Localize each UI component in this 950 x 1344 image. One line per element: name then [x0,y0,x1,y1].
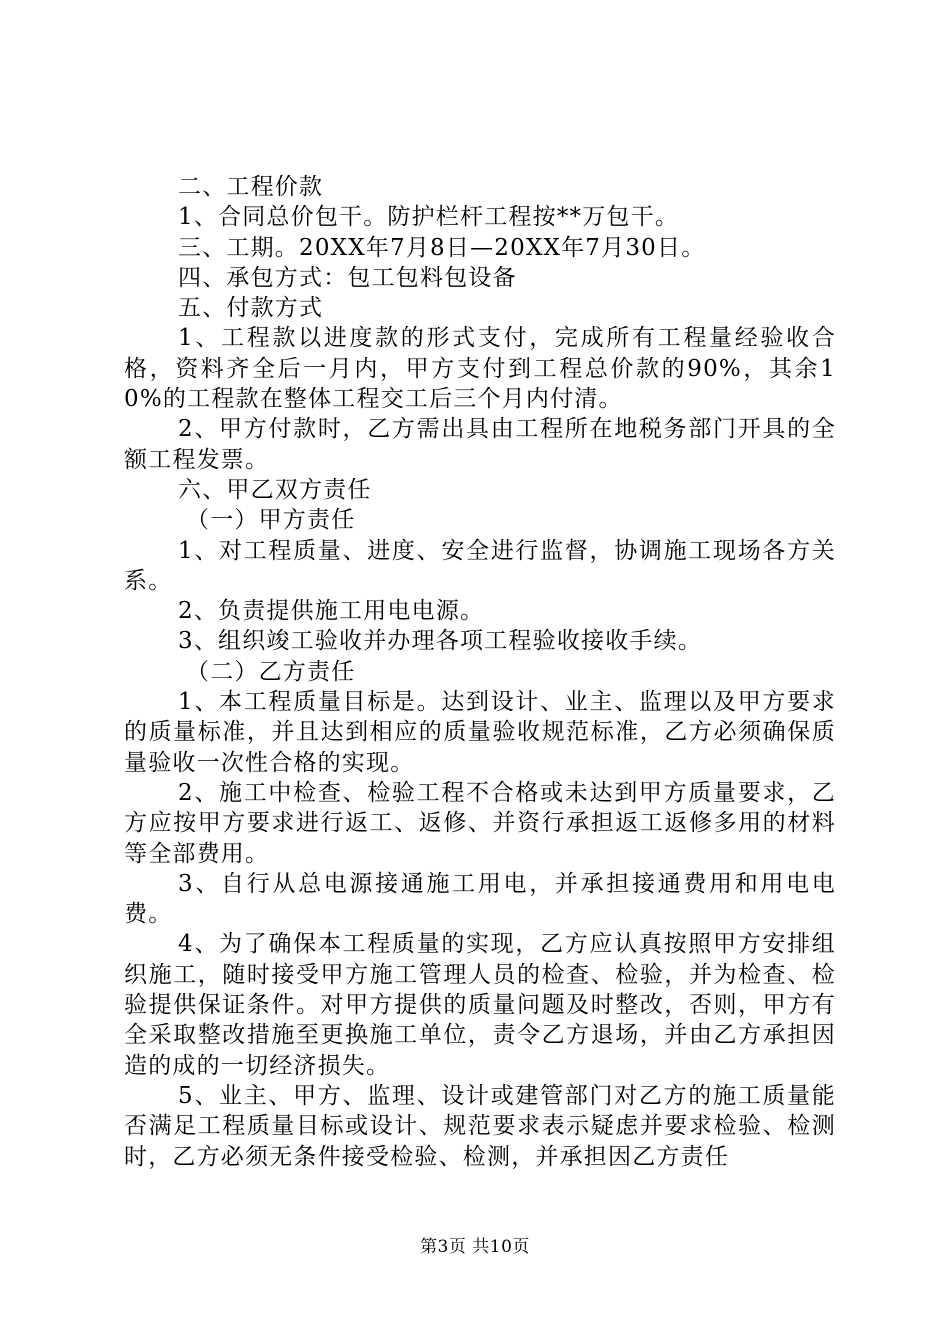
subsection-heading-party-b: （二）乙方责任 [186,658,356,685]
paragraph-party-b-testing: 5、业主、甲方、监理、设计或建管部门对乙方的施工质量能否满足工程质量目标或设计、规范要求表示疑虑并要求检验、检测时，乙方必须无条件接受检验、检测，并承担因乙方责任 [124,1082,836,1170]
paragraph-party-a-power: 2、负责提供施工用电电源。 [178,598,485,625]
section-heading-payment: 五、付款方式 [178,295,324,322]
section-heading-responsibilities: 六、甲乙双方责任 [178,476,372,503]
subsection-heading-party-a: （一）甲方责任 [186,507,356,534]
page-number-footer: 第3页 共10页 [420,1237,530,1257]
paragraph-party-a-acceptance: 3、组织竣工验收并办理各项工程验收接收手续。 [178,628,703,655]
paragraph-total-price: 1、合同总价包干。防护栏杆工程按**万包干。 [178,204,680,231]
section-heading-price: 二、工程价款 [178,174,324,200]
paragraph-payment-invoice: 2、甲方付款时，乙方需出具由工程所在地税务部门开具的全额工程发票。 [124,416,836,473]
document-body [124,172,836,1172]
paragraph-party-a-supervision: 1、对工程质量、进度、安全进行监督，协调施工现场各方关系。 [124,537,836,594]
paragraph-party-b-quality: 1、本工程质量目标是。达到设计、业主、监理以及甲方要求的质量标准，并且达到相应的质量验收规范标准，乙方必须确保质量验收一次性合格的实现。 [124,689,836,776]
section-heading-contract-mode: 四、承包方式：包工包料包设备 [178,264,517,291]
paragraph-party-b-rework: 2、施工中检查、检验工程不合格或未达到甲方质量要求，乙方应按甲方要求进行返工、返修、并资行承担返工返修多用的材料等全部费用。 [124,779,836,867]
section-heading-schedule: 三、工期。20XX年7月8日—20XX年7月30日。 [178,234,706,261]
paragraph-party-b-inspection: 4、为了确保本工程质量的实现，乙方应认真按照甲方安排组织施工，随时接受甲方施工管理人员的检查、检验，并为检查、检验提供保证条件。对甲方提供的质量问题及时整改，否则，甲方有全采取整改措施至更换施工单位，责令乙方退场，并由乙方承担因造的成的一切经济损失。 [124,931,836,1079]
paragraph-payment-progress: 1、工程款以进度款的形式支付，完成所有工程量经验收合格，资料齐全后一月内，甲方支付到工程总价款的90%，其余10%的工程款在整体工程交工后三个月内付清。 [124,325,836,413]
paragraph-party-b-electricity: 3、自行从总电源接通施工用电，并承担接通费用和用电电费。 [124,870,836,928]
